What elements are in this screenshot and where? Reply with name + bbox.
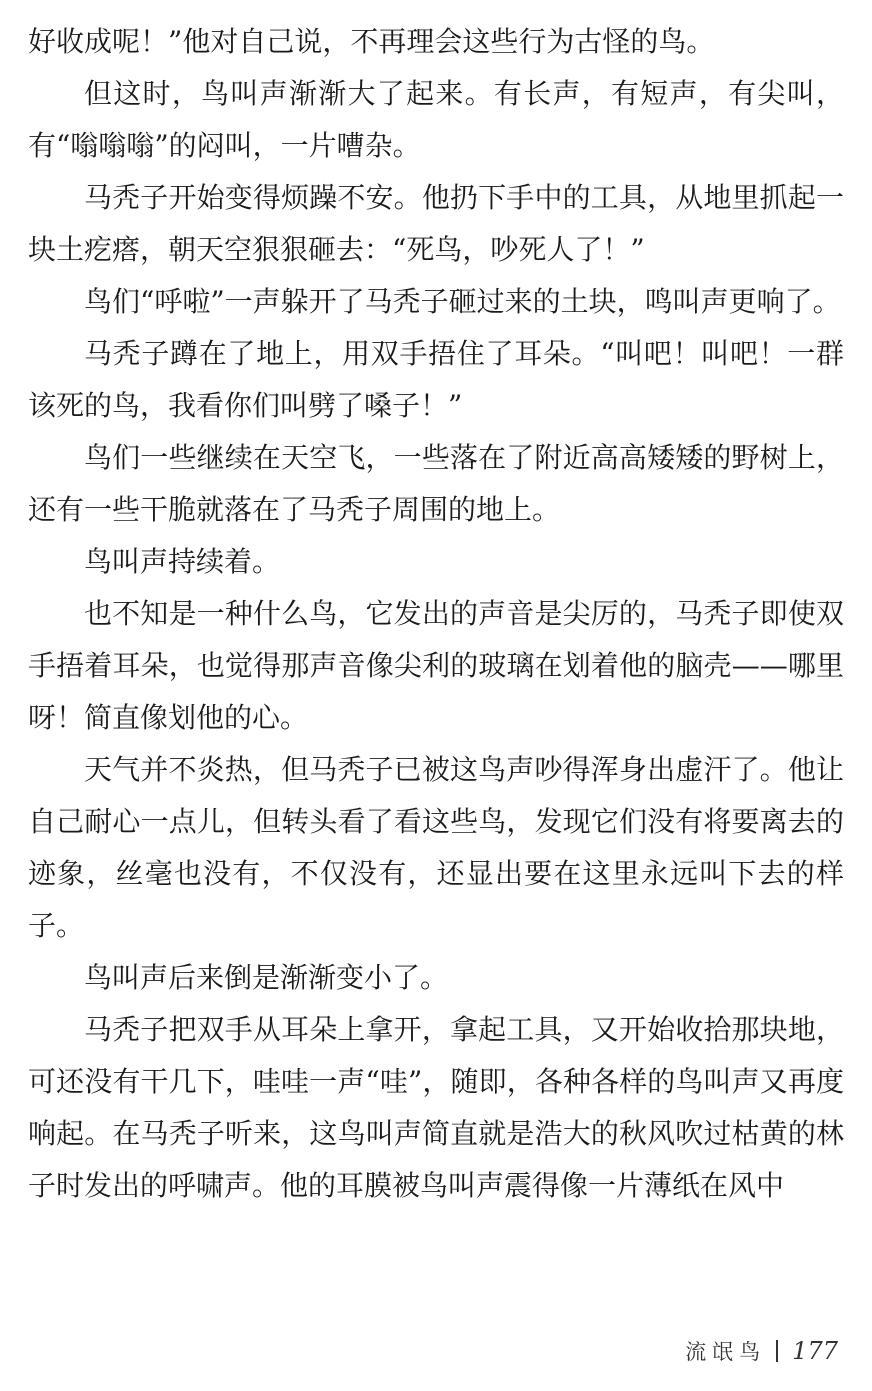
- page-body: [28, 16, 844, 1212]
- paragraph-10: 鸟叫声后来倒是渐渐变小了。: [84, 961, 449, 994]
- paragraph-9: 天气并不炎热，但马秃子已被这鸟声吵得浑身出虚汗了。他让自己耐心一点儿，但转头看了看这些鸟，发现它们没有将要离去的迹象，丝毫也没有，不仅没有，还显出要在这里永远叫下去的样子。: [28, 753, 844, 942]
- paragraph-4: 鸟们“呼啦”一声躲开了马秃子砸过来的土块，鸣叫声更响了。: [84, 285, 841, 318]
- paragraph-5: 马秃子蹲在了地上，用双手捂住了耳朵。“叫吧！叫吧！一群该死的鸟，我看你们叫劈了嗓子！”: [28, 337, 844, 422]
- paragraph-2: 但这时，鸟叫声渐渐大了起来。有长声，有短声，有尖叫，有“嗡嗡嗡”的闷叫，一片嘈杂。: [28, 77, 844, 162]
- paragraph-6: 鸟们一些继续在天空飞，一些落在了附近高高矮矮的野树上，还有一些干脆就落在了马秃子周围的地上。: [28, 441, 844, 526]
- page-footer: [685, 1331, 838, 1371]
- footer-divider: [776, 1340, 778, 1362]
- page-number: 177: [792, 1337, 838, 1365]
- paragraph-11: 马秃子把双手从耳朵上拿开，拿起工具，又开始收拾那块地，可还没有干几下，哇哇一声“哇”，随即，各种各样的鸟叫声又再度响起。在马秃子听来，这鸟叫声简直就是浩大的秋风吹过枯黄的林子时发出的呼啸声。他的耳膜被鸟叫声震得像一片薄纸在风中: [28, 1013, 844, 1202]
- paragraph-1: 好收成呢！”他对自己说，不再理会这些行为古怪的鸟。: [28, 25, 715, 58]
- paragraph-3: 马秃子开始变得烦躁不安。他扔下手中的工具，从地里抓起一块土疙瘩，朝天空狠狠砸去：“死鸟，吵死人了！”: [28, 181, 844, 266]
- paragraph-8: 也不知是一种什么鸟，它发出的声音是尖厉的，马秃子即使双手捂着耳朵，也觉得那声音像尖利的玻璃在划着他的脑壳——哪里呀！简直像划他的心。: [28, 597, 844, 734]
- paragraph-7: 鸟叫声持续着。: [84, 545, 281, 578]
- running-title: 流氓鸟: [685, 1340, 767, 1364]
